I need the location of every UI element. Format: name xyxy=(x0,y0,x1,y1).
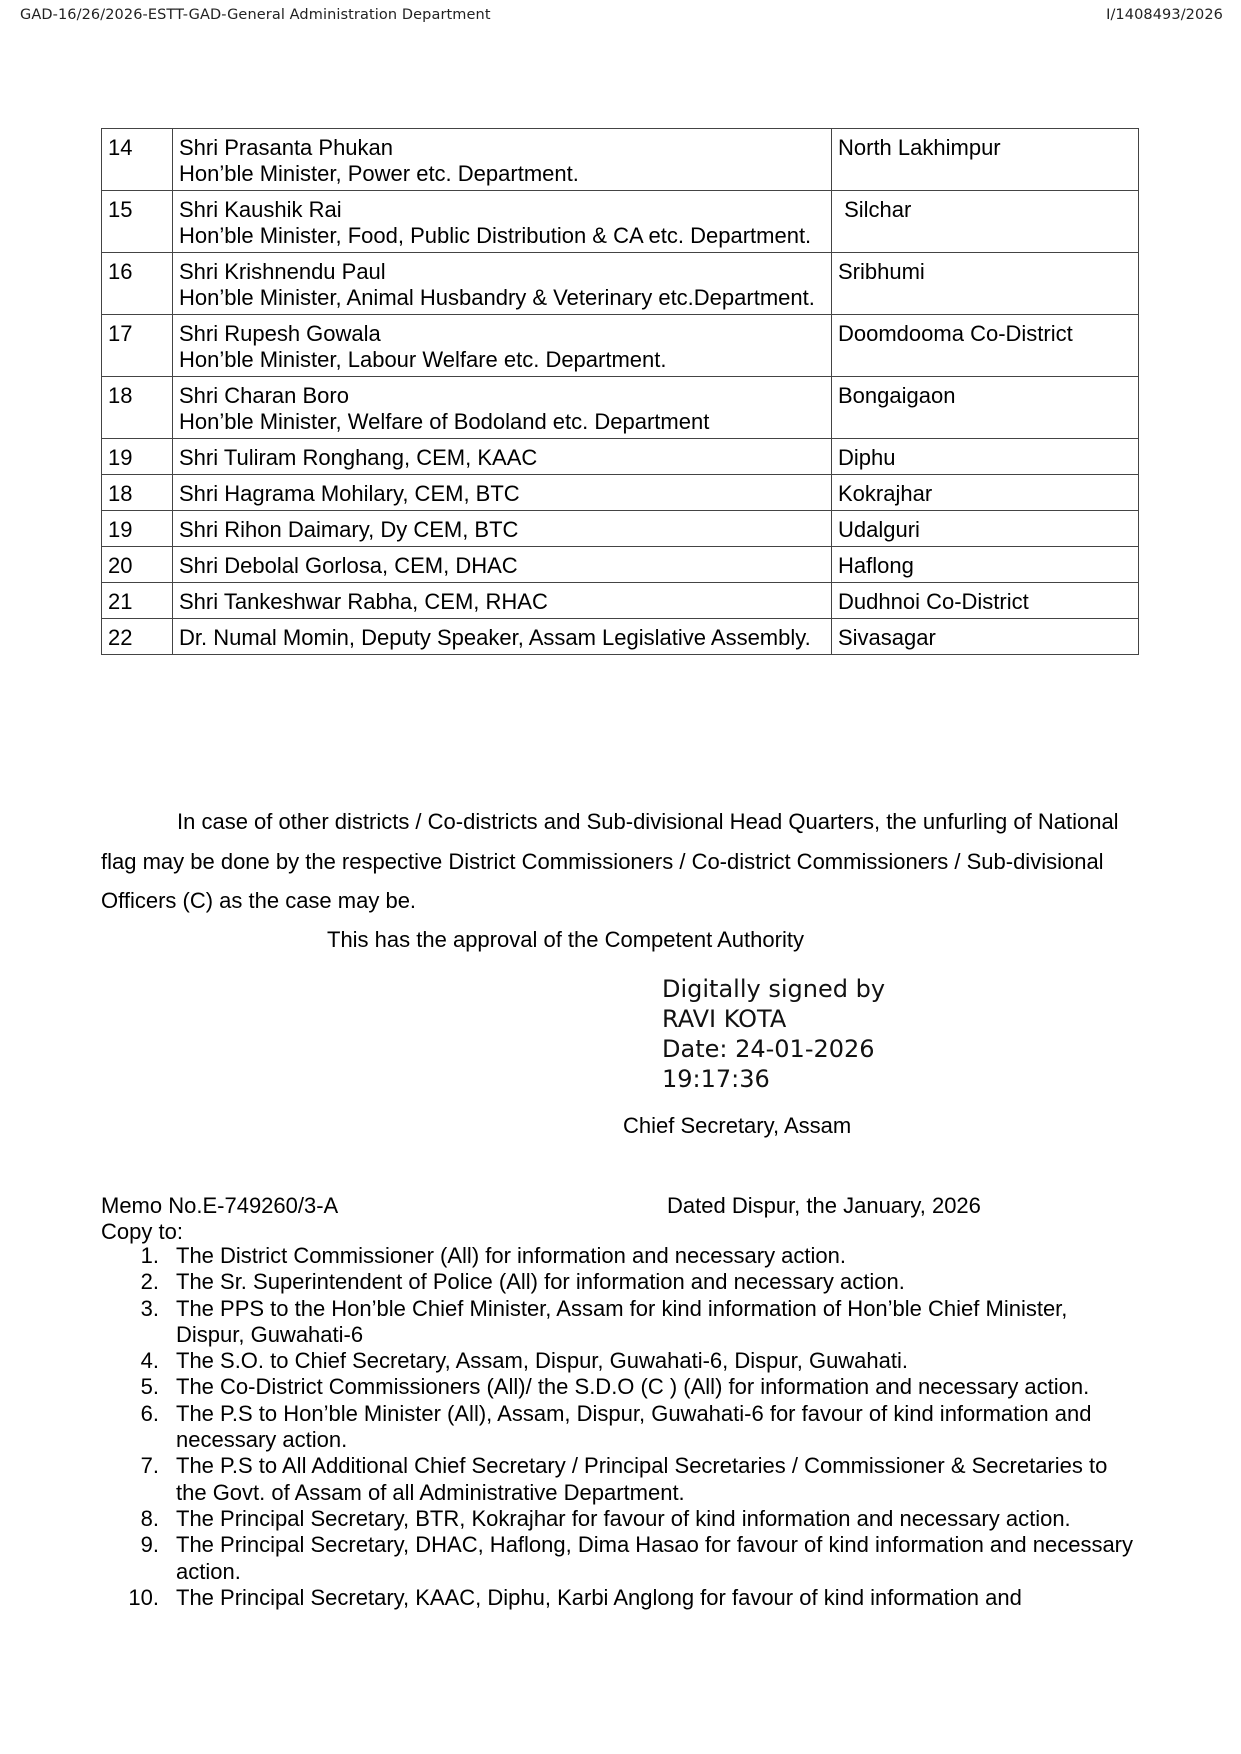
row-venue: Dudhnoi Co-District xyxy=(832,583,1139,619)
row-venue: Kokrajhar xyxy=(832,475,1139,511)
list-item xyxy=(101,1532,1141,1585)
row-venue: Doomdooma Co-District xyxy=(832,315,1139,377)
list-item xyxy=(101,1453,1141,1506)
signature-line-4: 19:17:36 xyxy=(662,1065,770,1093)
table-row xyxy=(102,253,1139,315)
row-venue: Silchar xyxy=(832,191,1139,253)
list-item-number: 6. xyxy=(140,1400,159,1426)
dignitary-name: Shri Charan Boro xyxy=(179,383,349,408)
dignitary-name: Shri Hagrama Mohilary, CEM, BTC xyxy=(179,481,520,506)
row-serial-number: 19 xyxy=(102,511,173,547)
table-row xyxy=(102,475,1139,511)
signatory-designation: Chief Secretary, Assam xyxy=(623,1113,852,1138)
row-dignitary xyxy=(173,547,832,583)
list-item-number: 1. xyxy=(140,1243,159,1268)
instruction-text: In case of other districts / Co-districts and Sub-divisional Head Quarters, the unfurling of National flag may be done by the respective District Commissioners / Co-district Commissioners / Sub-divisional Officers (C) as the case may be. xyxy=(101,809,1119,913)
memo-date: Dated Dispur, the January, 2026 xyxy=(667,1193,981,1218)
row-venue: North Lakhimpur xyxy=(832,129,1139,191)
list-item-text: The Co-District Commissioners (All)/ the S.D.O (C ) (All) for information and necessary action. xyxy=(176,1374,1090,1400)
dignitary-designation: Hon’ble Minister, Power etc. Department. xyxy=(179,161,579,186)
list-item-number: 2. xyxy=(140,1269,159,1295)
approval-line: This has the approval of the Competent Authority xyxy=(327,927,804,952)
list-item-text: The P.S to All Additional Chief Secretary / Principal Secretaries / Commissioner & Secretaries to the Govt. of Assam of all Administrative Department. xyxy=(176,1453,1108,1505)
list-item-number: 8. xyxy=(140,1505,159,1531)
table-row xyxy=(102,619,1139,655)
list-item-number: 5. xyxy=(140,1374,159,1400)
row-serial-number: 16 xyxy=(102,253,173,315)
allocation-table-body xyxy=(102,129,1139,655)
row-dignitary xyxy=(173,191,832,253)
document-id: I/1408493/2026 xyxy=(1106,7,1223,23)
list-item-text: The District Commissioner (All) for information and necessary action. xyxy=(176,1243,847,1268)
row-serial-number: 18 xyxy=(102,377,173,439)
list-item-text: The Principal Secretary, BTR, Kokrajhar for favour of kind information and necessary action. xyxy=(176,1505,1071,1531)
row-venue: Sribhumi xyxy=(832,253,1139,315)
row-serial-number: 19 xyxy=(102,439,173,475)
row-serial-number: 15 xyxy=(102,191,173,253)
list-item-text: The Principal Secretary, KAAC, Diphu, Karbi Anglong for favour of kind information and xyxy=(176,1584,1022,1610)
list-item-number: 3. xyxy=(140,1295,159,1321)
list-item-text: The P.S to Hon’ble Minister (All), Assam, Dispur, Guwahati-6 for favour of kind information and necessary action. xyxy=(176,1400,1092,1453)
dignitary-name: Shri Prasanta Phukan xyxy=(179,135,394,160)
copy-to-list xyxy=(101,1243,1141,1611)
row-venue: Udalguri xyxy=(832,511,1139,547)
dignitary-name: Shri Tuliram Ronghang, CEM, KAAC xyxy=(179,445,538,470)
table-row xyxy=(102,377,1139,439)
list-item xyxy=(101,1269,1141,1295)
list-item-text: The Sr. Superintendent of Police (All) for information and necessary action. xyxy=(176,1269,905,1295)
row-dignitary xyxy=(173,253,832,315)
list-item xyxy=(101,1401,1141,1454)
dignitary-name: Shri Krishnendu Paul xyxy=(179,259,386,284)
row-dignitary xyxy=(173,619,832,655)
dignitary-name: Shri Kaushik Rai xyxy=(179,197,342,222)
row-venue: Sivasagar xyxy=(832,619,1139,655)
table-row xyxy=(102,583,1139,619)
dignitary-name: Shri Rupesh Gowala xyxy=(179,321,381,346)
row-dignitary xyxy=(173,315,832,377)
list-item-text: The PPS to the Hon’ble Chief Minister, Assam for kind information of Hon’ble Chief Minister, Dispur, Guwahati-6 xyxy=(176,1295,1068,1347)
digital-signature xyxy=(662,974,885,1094)
row-dignitary xyxy=(173,377,832,439)
list-item-number: 7. xyxy=(140,1453,159,1479)
allocation-table xyxy=(101,128,1139,655)
dignitary-name: Shri Tankeshwar Rabha, CEM, RHAC xyxy=(179,589,548,614)
signature-line-2: RAVI KOTA xyxy=(662,1005,787,1033)
list-item xyxy=(101,1506,1141,1532)
row-dignitary xyxy=(173,439,832,475)
list-item-text: The S.O. to Chief Secretary, Assam, Dispur, Guwahati-6, Dispur, Guwahati. xyxy=(176,1348,909,1374)
row-venue: Haflong xyxy=(832,547,1139,583)
row-serial-number: 17 xyxy=(102,315,173,377)
signature-line-3: Date: 24-01-2026 xyxy=(662,1035,875,1063)
instruction-paragraph xyxy=(101,802,1141,921)
signature-line-1: Digitally signed by xyxy=(662,975,886,1003)
list-item xyxy=(101,1243,1141,1269)
dignitary-designation: Hon’ble Minister, Welfare of Bodoland etc. Department xyxy=(179,409,710,434)
row-serial-number: 18 xyxy=(102,475,173,511)
row-serial-number: 20 xyxy=(102,547,173,583)
dignitary-designation: Hon’ble Minister, Animal Husbandry & Veterinary etc.Department. xyxy=(179,285,815,310)
dignitary-designation: Hon’ble Minister, Labour Welfare etc. Department. xyxy=(179,347,667,372)
row-dignitary xyxy=(173,129,832,191)
table-row xyxy=(102,191,1139,253)
table-row xyxy=(102,315,1139,377)
list-item xyxy=(101,1585,1141,1611)
row-venue: Diphu xyxy=(832,439,1139,475)
dignitary-name: Shri Debolal Gorlosa, CEM, DHAC xyxy=(179,553,518,578)
table-row xyxy=(102,547,1139,583)
row-serial-number: 22 xyxy=(102,619,173,655)
dignitary-name: Shri Rihon Daimary, Dy CEM, BTC xyxy=(179,517,519,542)
table-row xyxy=(102,129,1139,191)
list-item-text: The Principal Secretary, DHAC, Haflong, Dima Hasao for favour of kind information and necessary action. xyxy=(176,1532,1134,1584)
list-item xyxy=(101,1374,1141,1400)
copy-to-label: Copy to: xyxy=(101,1219,183,1244)
table-row xyxy=(102,511,1139,547)
row-serial-number: 14 xyxy=(102,129,173,191)
file-reference: GAD-16/26/2026-ESTT-GAD-General Administration Department xyxy=(20,7,491,23)
row-dignitary xyxy=(173,511,832,547)
row-dignitary xyxy=(173,583,832,619)
row-venue: Bongaigaon xyxy=(832,377,1139,439)
memo-number: Memo No.E-749260/3-A xyxy=(101,1193,339,1218)
row-dignitary xyxy=(173,475,832,511)
row-serial-number: 21 xyxy=(102,583,173,619)
dignitary-name: Dr. Numal Momin, Deputy Speaker, Assam Legislative Assembly. xyxy=(179,625,811,650)
list-item-number: 10. xyxy=(128,1584,159,1610)
table-row xyxy=(102,439,1139,475)
list-item-number: 9. xyxy=(140,1532,159,1558)
list-item xyxy=(101,1296,1141,1349)
list-item xyxy=(101,1348,1141,1374)
list-item-number: 4. xyxy=(140,1348,159,1374)
dignitary-designation: Hon’ble Minister, Food, Public Distribution & CA etc. Department. xyxy=(179,223,812,248)
